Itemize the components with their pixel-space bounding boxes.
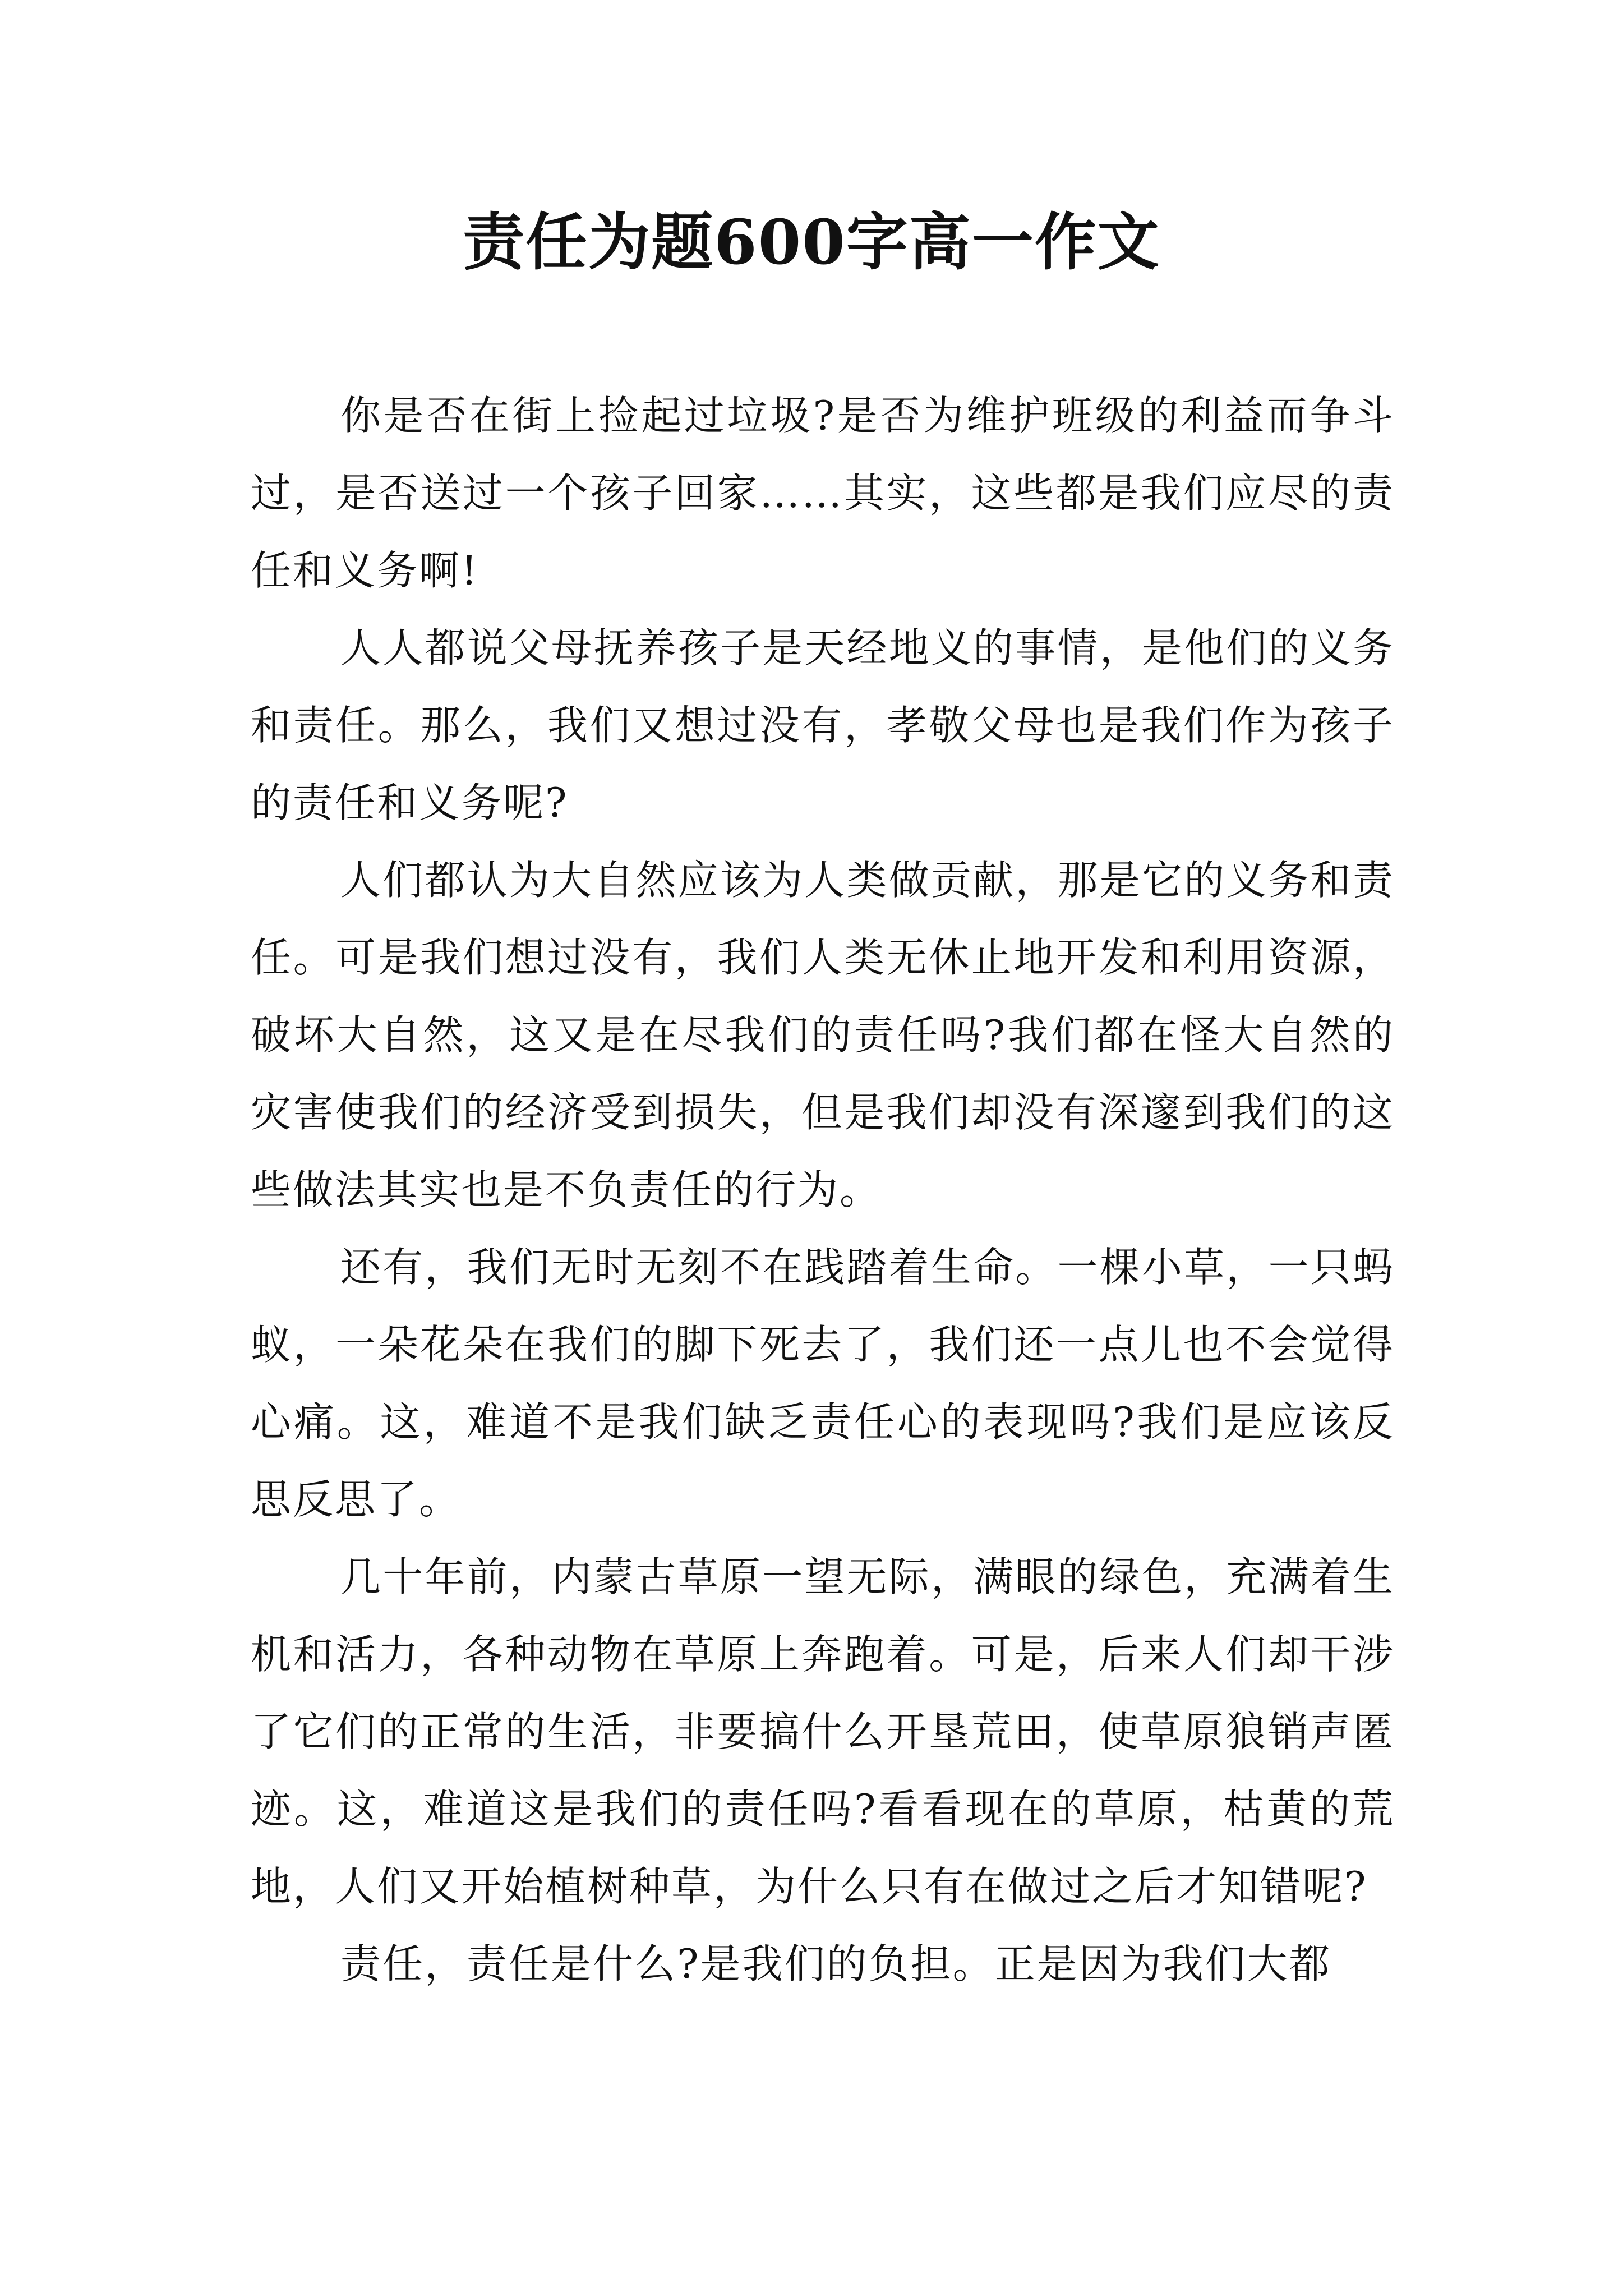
document-title: 责任为题600字高一作文 [463, 206, 1160, 278]
paragraph-3: 人们都认为大自然应该为人类做贡献，那是它的义务和责任。可是我们想过没有，我们人类无休止地开发和利用资源，破坏大自然，这又是在尽我们的责任吗?我们都在怪大自然的灾害使我们的经济受到损失，但是我们却没有深邃到我们的这些做法其实也是不负责任的行为。 [251, 857, 1395, 1213]
paragraph-4: 还有，我们无时无刻不在践踏着生命。一棵小草，一只蚂蚁，一朵花朵在我们的脚下死去了，我们还一点儿也不会觉得心痛。这，难道不是我们缺乏责任心的表现吗?我们是应该反思反思了。 [251, 1244, 1395, 1523]
paragraph-2: 人人都说父母抚养孩子是天经地义的事情，是他们的义务和责任。那么，我们又想过没有，孝敬父母也是我们作为孩子的责任和义务呢? [251, 624, 1395, 826]
paragraph-1: 你是否在街上捡起过垃圾?是否为维护班级的利益而争斗过，是否送过一个孩子回家……其实，这些都是我们应尽的责任和义务啊! [251, 392, 1395, 594]
paragraph-5: 几十年前，内蒙古草原一望无际，满眼的绿色，充满着生机和活力，各种动物在草原上奔跑着。可是，后来人们却干涉了它们的正常的生活，非要搞什么开垦荒田，使草原狼销声匿迹。这，难道这是我们的责任吗?看看现在的草原，枯黄的荒地，人们又开始植树种草，为什么只有在做过之后才知错呢? [251, 1553, 1395, 1910]
paragraph-6: 责任，责任是什么?是我们的负担。正是因为我们大都 [340, 1940, 1331, 1987]
document-body [251, 377, 1395, 2003]
